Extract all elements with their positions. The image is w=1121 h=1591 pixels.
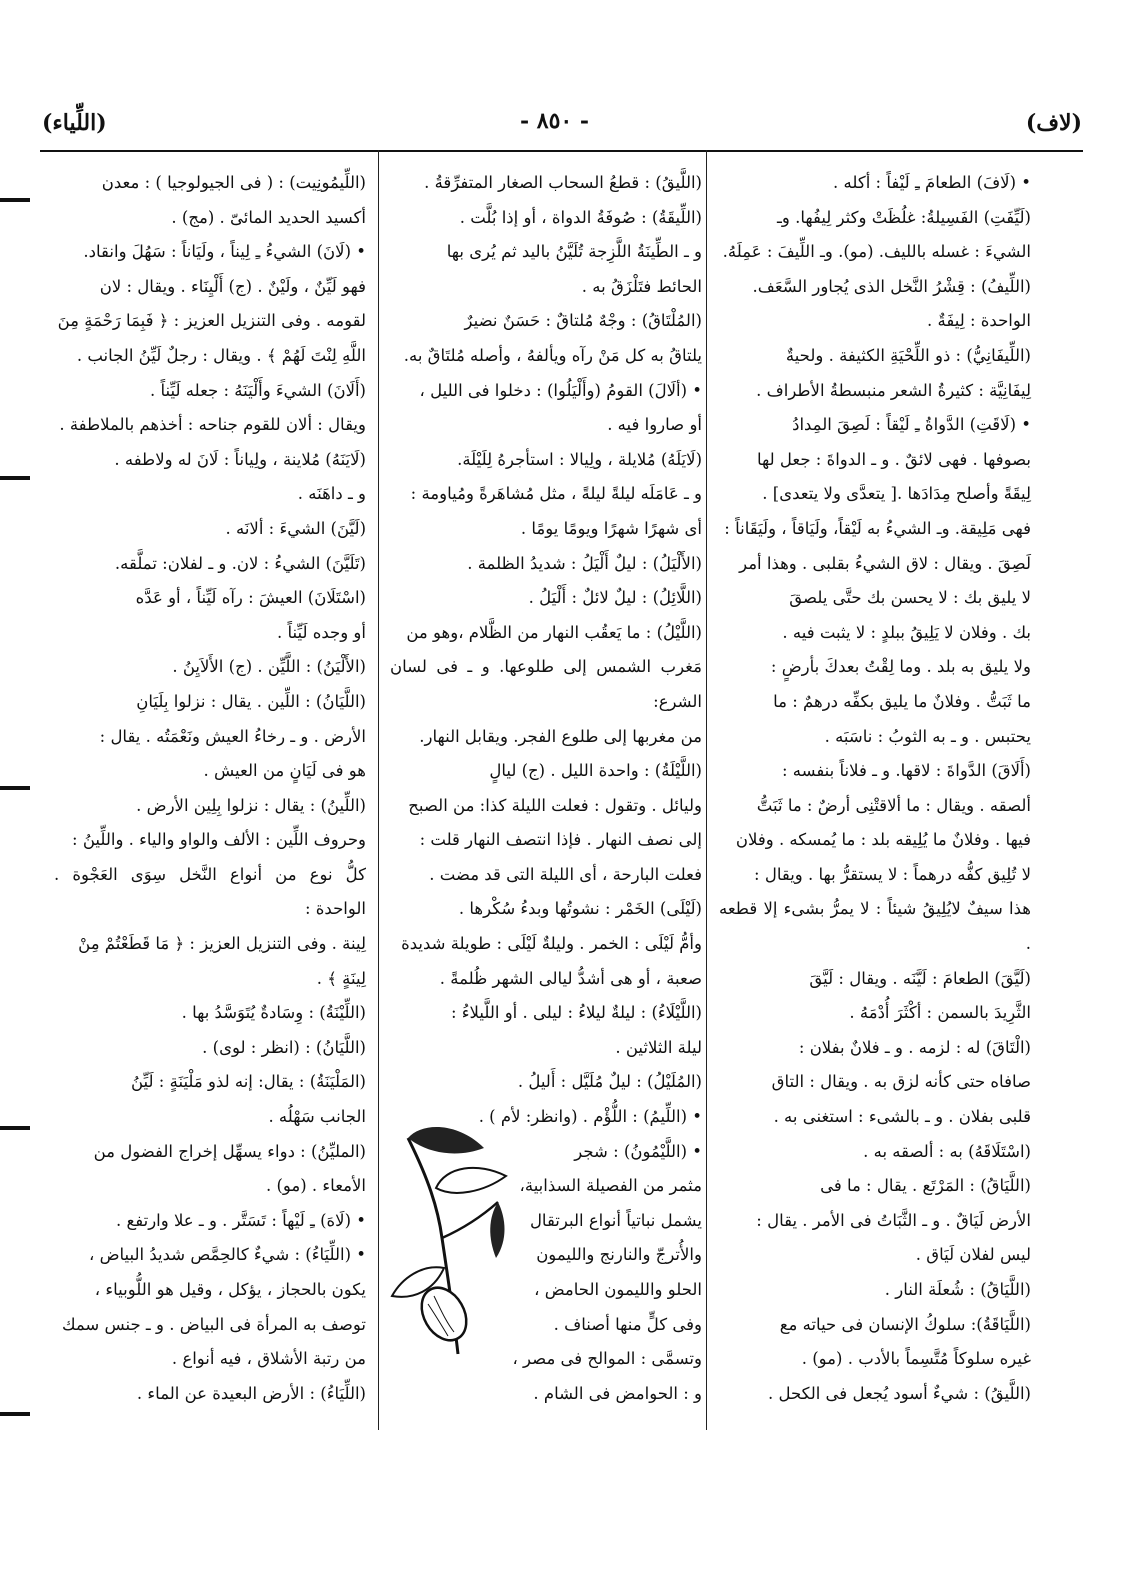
text-line: و ـ الطِّينَةُ اللَّزِجة تُلَيَّنُ باليد ثم يُرى بها bbox=[446, 242, 702, 262]
header-rule bbox=[40, 150, 1083, 152]
lemon-entry-block bbox=[502, 1135, 702, 1412]
text-line: الواحدة : لِيفَةٌ . bbox=[927, 311, 1031, 331]
text-line: يحتبس . و ـ به الثوبُ : ناسَبَه . bbox=[824, 726, 1031, 746]
text-line: وفى كلٍّ منها أصناف . bbox=[553, 1314, 702, 1334]
text-line: اللَّهِ لِنْتَ لَهُمْ ﴾ . ويقال : رجلٌ لَيِّنُ الجانب . bbox=[76, 345, 366, 365]
text-line: و ـ داهَنَه . bbox=[297, 484, 366, 504]
text-line: (اللَّيْلُ) : ما يَعقُب النهار من الظَّلام ،وهو من bbox=[406, 622, 702, 642]
text-line: ألصقه . ويقال : ما ألاقتْنِى أرضٌ : ما ثَبَتُّ bbox=[756, 795, 1031, 815]
text-line: و : الحوامض فى الشام . bbox=[533, 1383, 702, 1403]
text-line: يلتاقُ به كل مَنْ رآه ويألفهُ ، وأصله مُلتَاقٌ به. bbox=[403, 345, 702, 365]
text-line: (اللِّيمُونِيت) : ( فى الجيولوجيا ) : معدن bbox=[101, 173, 366, 192]
page-header bbox=[30, 104, 1090, 144]
text-line: وليائل . وتقول : فعلت الليلة كذا: من الصبح bbox=[408, 795, 702, 815]
scan-edge-mark bbox=[0, 476, 30, 480]
scan-edge-mark bbox=[0, 198, 30, 202]
text-line: فيها . وفلانٌ ما يُلِيقه بلد : ما يُمسكه . وفلان bbox=[735, 830, 1031, 850]
lemon-branch-icon bbox=[388, 1118, 516, 1358]
text-line: لا يليق بك : لا يحسن بك حتَّى يلصقَ bbox=[789, 588, 1031, 608]
text-line: (الأَلْيَلُ) : ليلٌ أَلْيَلُ : شديدُ الظلمة . bbox=[467, 553, 702, 573]
text-line: • (ألَالَ) القومُ (وأَلْيَلُوا) : دخلوا فى الليل ، bbox=[419, 380, 702, 400]
text-line: الأرض . و ـ رخاءُ العيش ونَعْمَتُه . يقال : bbox=[99, 726, 366, 746]
text-line: (اللَّيَاقَةُ): سلوكُ الإنسان فى حياته مع bbox=[779, 1314, 1031, 1334]
text-line: وحروف اللِّين : الألف والواو والياء . واللِّينُ : bbox=[72, 830, 366, 850]
text-line: (اللَّيَانُ) : اللِّين . يقال : نزلوا بِلَيَانِ bbox=[136, 691, 366, 711]
text-line: (اسْتَلَاقَهُ) به : ألصقه به . bbox=[863, 1141, 1031, 1161]
text-line: (المُلْتَاقُ) : وجْهٌ مُلتاقٌ : حَسَنٌ نضيرٌ bbox=[464, 311, 702, 331]
text-line: صافاه حتى كأنه لزق به . ويقال : التاق bbox=[771, 1072, 1031, 1092]
text-line: (اللِّيَاءُ) : الأرض البعيدة عن الماء . bbox=[136, 1383, 366, 1403]
text-line: • (لَافَ) الطعامَ ـِ لَيْفاً : أكله . bbox=[833, 173, 1031, 192]
text-line: • (اللِّيَاءُ) : شيءٌ كالحِمَّص شديدُ البياض ، bbox=[89, 1245, 366, 1265]
scan-edge-mark bbox=[0, 786, 30, 790]
text-line: إلى نصف النهار . فإذا انتصف النهار قلت : bbox=[419, 830, 702, 850]
text-line: (اللَّيقُ) : شيءٌ أسود يُجعل فى الكحل . bbox=[767, 1383, 1031, 1403]
text-line: (لَيْلَى) الخَمْر : نشوتُها وبدءُ سُكْرها . bbox=[458, 899, 702, 919]
column-divider bbox=[706, 150, 707, 1430]
header-right-entry: (لاف) bbox=[1025, 110, 1082, 136]
text-line: الثَّرِيدَ بالسمن : أكْثَرَ أُدْمَهُ . bbox=[849, 1003, 1031, 1023]
text-line: • (لَاهَ) ـِ لَيْهاً : تَسَتَّر . و ـ علا وارتفع . bbox=[115, 1210, 366, 1230]
text-line: (المَلْيَنَةُ) : يقال: إنه لذو مَلْيَنَةٍ : لَيِّنُ bbox=[131, 1072, 366, 1092]
text-line: (اللِّيقَةُ) : صُوفَةُ الدواة ، أو إذا بُلَّت . bbox=[459, 207, 702, 227]
text-line: (لَيِّفَتِ) الفَسِيلةُ: غلُظَتْ وكثر لِيفُها. وـ bbox=[777, 207, 1031, 227]
text-line: لِينة . وفى التنزيل العزيز : ﴿ مَا قَطَعْتُمْ مِنْ bbox=[78, 934, 366, 954]
text-line: (اللَّيْلَةُ) : واحدة الليل . (ج) ليالٍ bbox=[489, 761, 702, 781]
text-line: ويقال : ألان للقوم جناحه : أخذهم بالملاطفة . bbox=[59, 415, 366, 435]
text-line: بصوفها . فهى لائقٌ . و ـ الدواةَ : جعل لها bbox=[756, 449, 1031, 469]
text-line: غيره سلوكاً مُتَّسِماً بالأدب . (مو) . bbox=[801, 1349, 1031, 1369]
text-line: توصف به المرأة فى البياض . و ـ جنس سمك bbox=[61, 1314, 366, 1334]
text-line: لا تُلِيق كفُّه درهماً : لا يستقرُّ بها . ويقال : bbox=[754, 864, 1031, 884]
column-divider bbox=[378, 150, 379, 1430]
text-line: (اسْتَلَانَ) العيشَ : رآه لَيِّناً ، أو عَدَّه bbox=[135, 588, 366, 608]
text-line: صعبة ، أو هى أشدُّ ليالى الشهر ظُلمةً . bbox=[439, 968, 702, 988]
text-line: (اللَّائِلُ) : ليلٌ لائلٌ : أَلْيَلُ . bbox=[528, 588, 702, 608]
text-line: قلبى بفلان . و ـ بالشىء : استغنى به . bbox=[773, 1107, 1031, 1127]
text-line: (لَايَنَهُ) مُلاينة ، ولِياناً : لَانَ له ولاطفه . bbox=[114, 449, 366, 469]
text-line: ليلة الثلاثين . bbox=[615, 1037, 702, 1057]
text-line: (أَلَاقَ) الدَّواةَ : لاقها. و ـ فلاناً بنفسه : bbox=[781, 761, 1031, 781]
text-line: الحلو والليمون الحامض ، bbox=[534, 1280, 702, 1299]
text-line: (اللِّينُ) : يقال : نزلوا بِلِين الأرض . bbox=[136, 795, 366, 815]
text-line: • (لَانَ) الشيءُ ـِ لِيناً ، ولَيَاناً : سَهُلَ وانقاد. bbox=[83, 242, 366, 262]
text-line: أكسيد الحديد المائىّ . (مج) . bbox=[171, 207, 366, 227]
text-line: الجانب سَهْلُه . bbox=[268, 1107, 366, 1127]
text-line: الأمعاء . (مو) . bbox=[265, 1176, 366, 1196]
scan-edge-mark bbox=[0, 1126, 30, 1130]
text-line: أى شهرًا شهرًا ويومًا يومًا . bbox=[520, 518, 702, 538]
text-line: (المُلَيْلُ) : ليلٌ مُلَيَّل : أَليلُ . bbox=[517, 1072, 702, 1092]
text-line: يشمل نباتياً أنواع البرتقال bbox=[529, 1210, 702, 1230]
text-line: بك . وفلان لا يَلِيقُ ببلدٍ : لا يثبت فيه . bbox=[782, 622, 1031, 642]
text-line: وأمُّ لَيْلَى : الخمر . وليلةٌ لَيْلَى : طويلة شديدة bbox=[401, 934, 702, 954]
text-line: (لَيَّقَ) الطعامَ : لَيَّنَه . ويقال : لَيَّقَ bbox=[809, 968, 1031, 988]
text-line: ما ثَبَتُّ . وفلانٌ ما يليق بكفِّه درهمٌ : ما bbox=[773, 691, 1031, 711]
text-line: الشيءَ : غسله بالليف. (مو). وـ اللِّيفَ : عَمِلَهُ. bbox=[722, 242, 1031, 262]
text-line: • (اللَّيْمُونُ) : شجر bbox=[574, 1141, 702, 1161]
text-line: (اللِّيفَانِيُّ) : ذو اللِّحْيَةِ الكثيفة . ولحيةٌ bbox=[785, 345, 1031, 365]
text-line: و ـ عَامَلَه ليلةً ليلةً ، مثل مُشاهَرةً ومُياومة : bbox=[410, 484, 702, 504]
text-line: لِيقَةً وأصلح مِدَادَها .[ يتعدَّى ولا يتعدى] . bbox=[762, 484, 1031, 504]
column-right bbox=[719, 166, 1031, 1411]
text-line: يكون بالحجاز ، يؤكل ، وقيل هو اللُّوبياء ، bbox=[94, 1280, 366, 1299]
text-line: أو وجده لَيِّناً . bbox=[276, 622, 366, 642]
text-line: فهو لَيِّنٌ ، ولَيْنٌ . (ج) أَلْيِنَاء . ويقال : لان bbox=[99, 276, 366, 296]
text-line: الحائط فتَلْزَقُ به . bbox=[581, 276, 702, 296]
text-line: (اللَّيقُ) : قطعُ السحاب الصغار المتفرِّقةُ . bbox=[424, 173, 702, 192]
text-line: ولا يليق به بلد . وما لِقْتُ بعدكَ بأرضٍ : bbox=[770, 657, 1031, 677]
text-line: (الأَلْيَنُ) : اللَّيِّن . (ج) الأَلاَيِنُ . bbox=[172, 657, 366, 677]
text-line: (لَايَلَهُ) مُلايلة ، ولِيالا : استأجرهُ لِلَيْلَة. bbox=[457, 449, 702, 469]
text-line: من مغربها إلى طلوع الفجر. ويقابل النهار. bbox=[419, 726, 702, 746]
text-line: • (لَاقَتِ) الدَّواةُ ـِ لَيْقاً : لَصِقَ المِدادُ bbox=[792, 415, 1031, 435]
text-line: (اللِّيفُ) : قِشْرُ النَّخل الذى يُجاور السَّعَف. bbox=[752, 276, 1031, 296]
text-line: هو فى لَيَانٍ من العيش . bbox=[203, 761, 366, 781]
header-left-entry: (اللِّياء) bbox=[42, 110, 107, 136]
text-line: (المليِّنُ) : دواء يسهِّل إخراج الفضول من bbox=[93, 1141, 366, 1161]
text-line: (الْتَاقَ) له : لزمه . و ـ فلانٌ بفلان : bbox=[798, 1037, 1031, 1057]
text-line: لِينَةٍ ﴾ . bbox=[316, 968, 366, 988]
text-line: (اللَّيَانُ) : (انظر : لوى) . bbox=[202, 1037, 366, 1057]
text-line: • (اللِّيمُ) : اللُّؤْم . (وانظر: لأم ) . bbox=[478, 1107, 702, 1127]
text-line: من رتبة الأشلاق ، فيه أنواع . bbox=[171, 1349, 366, 1369]
text-line: (اللَّيْلَاءُ) : ليلةٌ ليلاءُ : ليلى . أو اللَّيلاءُ : bbox=[450, 1003, 702, 1023]
text-line: (لَيَّنَ) الشيءَ : ألانَه . bbox=[225, 518, 366, 538]
text-line: الأرض لَيَاقٌ . و ـ الثَّبَاتُ فى الأمر . يقال : bbox=[756, 1210, 1031, 1230]
text-line: كلُّ نوع من أنواع النَّخل سِوَى العَجْوة . الواحدة : bbox=[54, 864, 366, 919]
text-line: (أَلَانَ) الشيءَ وأَلْيَنَهُ : جعله لَيِّناً . bbox=[150, 380, 366, 400]
text-line: والأُترجّ والنارنج والليمون bbox=[536, 1245, 702, 1265]
text-line: هذا سيفٌ لايُلِيقُ شيئاً : لا يمرُّ بشىء إلا قطعه . bbox=[719, 899, 1031, 954]
text-line: مَغرب الشمس إلى طلوعها. و ـ فى لسان الشرع: bbox=[390, 657, 702, 711]
page-number: - ٨٥٠ - bbox=[520, 108, 590, 134]
text-line: مثمر من الفصيلة السذابية، bbox=[519, 1176, 702, 1196]
text-line: (اللَّيَاقُ) : المَرْتَع . يقال : ما فى bbox=[820, 1176, 1031, 1196]
scan-edge-mark bbox=[0, 1412, 30, 1416]
text-line: لَصِقَ . ويقال : لاق الشيءُ بقلبى . وهذا أمر bbox=[739, 553, 1031, 573]
text-line: (تَلَيَّنَ) الشيءُ : لان. و ـ لفلان: تملَّقه. bbox=[114, 553, 366, 573]
text-line: أو صاروا فيه . bbox=[607, 415, 702, 435]
text-line: لقومه . وفى التنزيل العزيز : ﴿ فَبِمَا رَحْمَةٍ مِنَ bbox=[57, 311, 366, 331]
column-left bbox=[54, 166, 366, 1411]
text-line: (اللَّيَاقُ) : شُعلَة النار . bbox=[884, 1280, 1031, 1299]
text-line: وتسمَّى : الموالح فى مصر ، bbox=[512, 1349, 702, 1369]
text-line: (اللِّيْنَةُ) : وِسَادةٌ يُتَوَسَّدُ بها . bbox=[181, 1003, 366, 1023]
text-line: فعلت البارحة ، أى الليلة التى قد مضت . bbox=[429, 864, 702, 884]
text-line: فهى مَلِيقة. وـ الشيءُ به لَيْقاً، ولَيَاقاً ، ولَيَقَاناً : bbox=[724, 518, 1031, 538]
text-line: لِيفَانِيَّة : كثيرةُ الشعر منبسطةُ الأطراف . bbox=[756, 380, 1031, 400]
text-line: ليس لفلان لَيَاق . bbox=[915, 1245, 1031, 1265]
